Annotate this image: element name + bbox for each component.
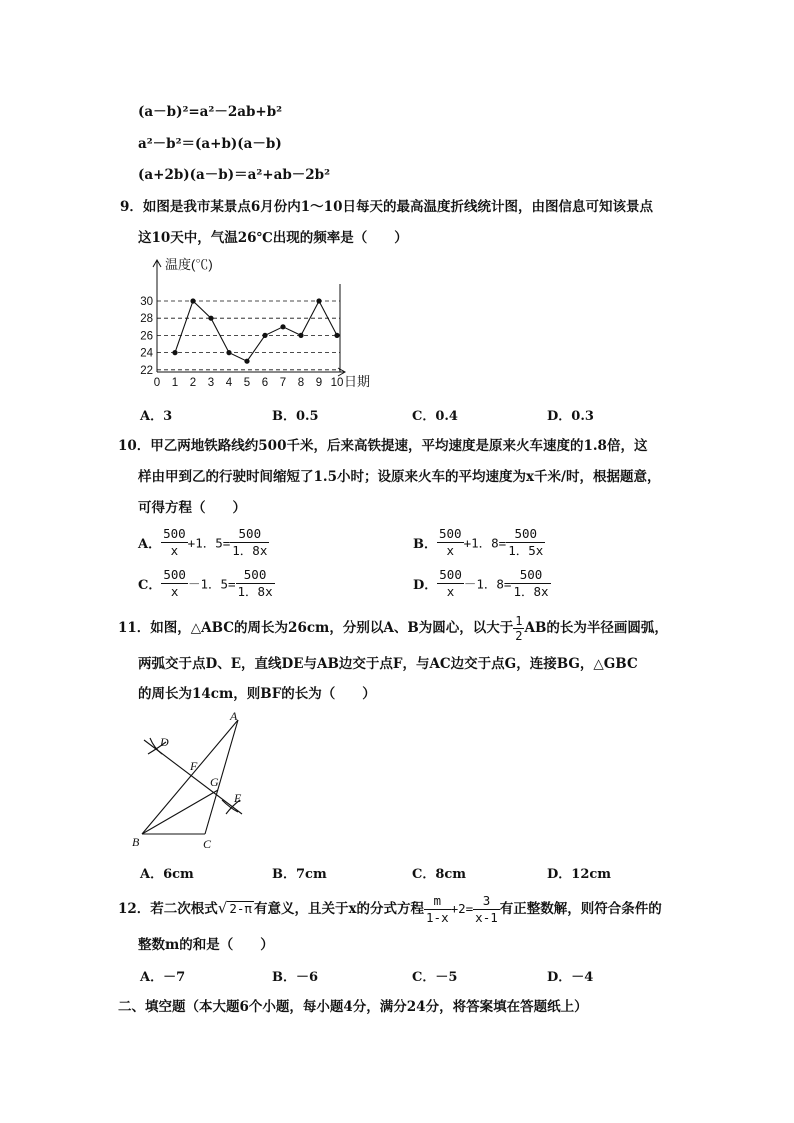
radicand: 2-π — [229, 901, 252, 916]
x-tick-label: 10 — [330, 377, 344, 389]
q10-c-label: C． — [138, 578, 162, 593]
y-tick-label: 30 — [140, 296, 153, 308]
fraction: $\frac{500}{x}$ — [439, 567, 462, 599]
x-tick-label: 5 — [243, 377, 251, 389]
fraction: $\frac{500}{1.8x}$ — [513, 567, 549, 599]
q10-option-d: D． $\frac{500}{x}$ －1．8= $\frac{500}{1.8x}$ — [413, 567, 549, 599]
q12-stem-line1: 12．若二次根式√ 2-π 有意义，且关于x的分式方程 $\frac{m}{1-x}$ +2= $\frac{3}{x-1}$ 有正整数解，则符合条件的 — [118, 893, 662, 925]
fraction: $\frac{500}{x}$ — [439, 526, 462, 558]
fraction: $\frac{500}{x}$ — [163, 526, 186, 558]
point-g-label: G — [210, 775, 219, 789]
point-c-label: C — [203, 837, 212, 851]
q9-option-b: B．0.5 — [272, 409, 319, 424]
q10-a-label: A． — [138, 537, 162, 552]
point-d-label: D — [160, 735, 169, 749]
q10-stem-line3: 可得方程（ ） — [138, 500, 246, 516]
section-2-heading: 二、填空题（本大题6个小题，每小题4分，满分24分，将答案填在答题纸上） — [118, 999, 588, 1015]
y-tick-label: 26 — [140, 330, 153, 343]
q11-option-b: B．7cm — [272, 867, 327, 882]
fraction-one-half: $\frac{1}{2}$ — [515, 614, 523, 643]
fraction: $\frac{500}{1.8x}$ — [237, 567, 273, 599]
x-tick-label: 4 — [225, 377, 233, 389]
temperature-line-chart — [130, 252, 390, 392]
fraction: $\frac{500}{x}$ — [163, 567, 186, 599]
q9-option-c: C．0.4 — [412, 409, 458, 424]
x-tick-label: 0 — [153, 377, 161, 389]
y-tick-label: 22 — [140, 364, 153, 377]
q11-option-c: C．8cm — [412, 867, 467, 882]
q10-option-a: A． $\frac{500}{x}$ +1．5= $\frac{500}{1.8x}$ — [138, 526, 268, 558]
data-point — [262, 333, 267, 338]
q12-option-c: C．－5 — [412, 970, 458, 985]
x-tick-label: 7 — [279, 377, 287, 389]
x-tick-label: 2 — [189, 377, 197, 389]
q9-option-d: D．0.3 — [547, 409, 594, 424]
x-tick-label: 8 — [297, 377, 305, 389]
x-tick-label: 6 — [261, 377, 269, 389]
fraction: $\frac{500}{1.5x}$ — [508, 526, 544, 558]
data-point — [226, 350, 231, 355]
q11-option-a: A．6cm — [140, 867, 194, 882]
data-point — [280, 324, 285, 329]
y-tick-label: 24 — [140, 347, 153, 360]
q10-option-b: B． $\frac{500}{x}$ +1．8= $\frac{500}{1.5x}$ — [413, 526, 544, 558]
data-point — [334, 333, 339, 338]
point-f-label: F — [190, 759, 198, 773]
q11-stem-line2: 两弧交于点D、E，直线DE与AB边交于点F，与AC边交于点G，连接BG，△GBC — [138, 656, 638, 672]
q12-option-b: B．－6 — [272, 970, 319, 985]
q11-stem-line1: 11．如图，△ABC的周长为26cm，分别以A、B为圆心，以大于 $\frac{1}{2}$ AB的长为半径画圆弧， — [118, 614, 668, 643]
data-point — [208, 316, 213, 321]
q11-stem-line3: 的周长为14cm，则BF的长为（ ） — [138, 686, 376, 702]
x-tick-label: 1 — [171, 377, 179, 389]
x-axis-title: 日期 — [344, 374, 371, 389]
q12-option-a: A．－7 — [140, 970, 186, 985]
segment-ab — [142, 720, 238, 834]
q9-stem-line1: 9．如图是我市某景点6月份内1～10日每天的最高温度折线统计图，由图信息可知该景点 — [120, 199, 653, 215]
x-tick-label: 9 — [315, 377, 323, 389]
point-a-label: A — [230, 709, 238, 723]
q10-stem-line2: 样由甲到乙的行驶时间缩短了1.5小时；设原来火车的平均速度为x千米/时，根据题意， — [138, 469, 661, 485]
fraction: $\frac{3}{x-1}$ — [475, 893, 498, 925]
data-point — [316, 298, 321, 303]
q11-option-d: D．12cm — [547, 867, 612, 882]
x-tick-label: 3 — [207, 377, 215, 389]
q12-stem-line2: 整数m的和是（ ） — [138, 937, 274, 953]
q10-stem-line1: 10．甲乙两地铁路线约500千米，后来高铁提速，平均速度是原来火车速度的1.8倍，这 — [118, 438, 648, 454]
q8-option-b: (a－b)²=a²－2ab+b² — [138, 104, 283, 120]
fraction: $\frac{m}{1-x}$ — [426, 893, 449, 925]
data-point — [172, 350, 177, 355]
data-point — [190, 298, 195, 303]
q8-option-d: (a+2b)(a－b)＝a²+ab－2b² — [138, 167, 331, 183]
q10-d-label: D． — [413, 578, 438, 593]
y-tick-label: 28 — [140, 313, 153, 326]
data-point — [298, 333, 303, 338]
q12-option-d: D．－4 — [547, 970, 594, 985]
sqrt-icon: √ — [217, 899, 228, 917]
q9-option-a: A．3 — [140, 409, 173, 424]
point-e-label: E — [234, 791, 242, 805]
q8-option-c: a²－b²＝(a+b)(a－b) — [138, 136, 282, 152]
data-point — [244, 359, 249, 364]
q9-stem-line2: 这10天中，气温26℃出现的频率是（ ） — [138, 230, 408, 246]
y-axis-title: 温度(℃) — [165, 257, 213, 272]
series-line — [175, 301, 337, 361]
q10-b-label: B． — [413, 537, 437, 552]
fraction: $\frac{500}{1.8x}$ — [232, 526, 268, 558]
point-b-label: B — [132, 835, 140, 849]
q10-option-c: C． $\frac{500}{x}$ －1．5= $\frac{500}{1.8x}$ — [138, 567, 273, 599]
triangle-construction-figure — [130, 708, 260, 854]
